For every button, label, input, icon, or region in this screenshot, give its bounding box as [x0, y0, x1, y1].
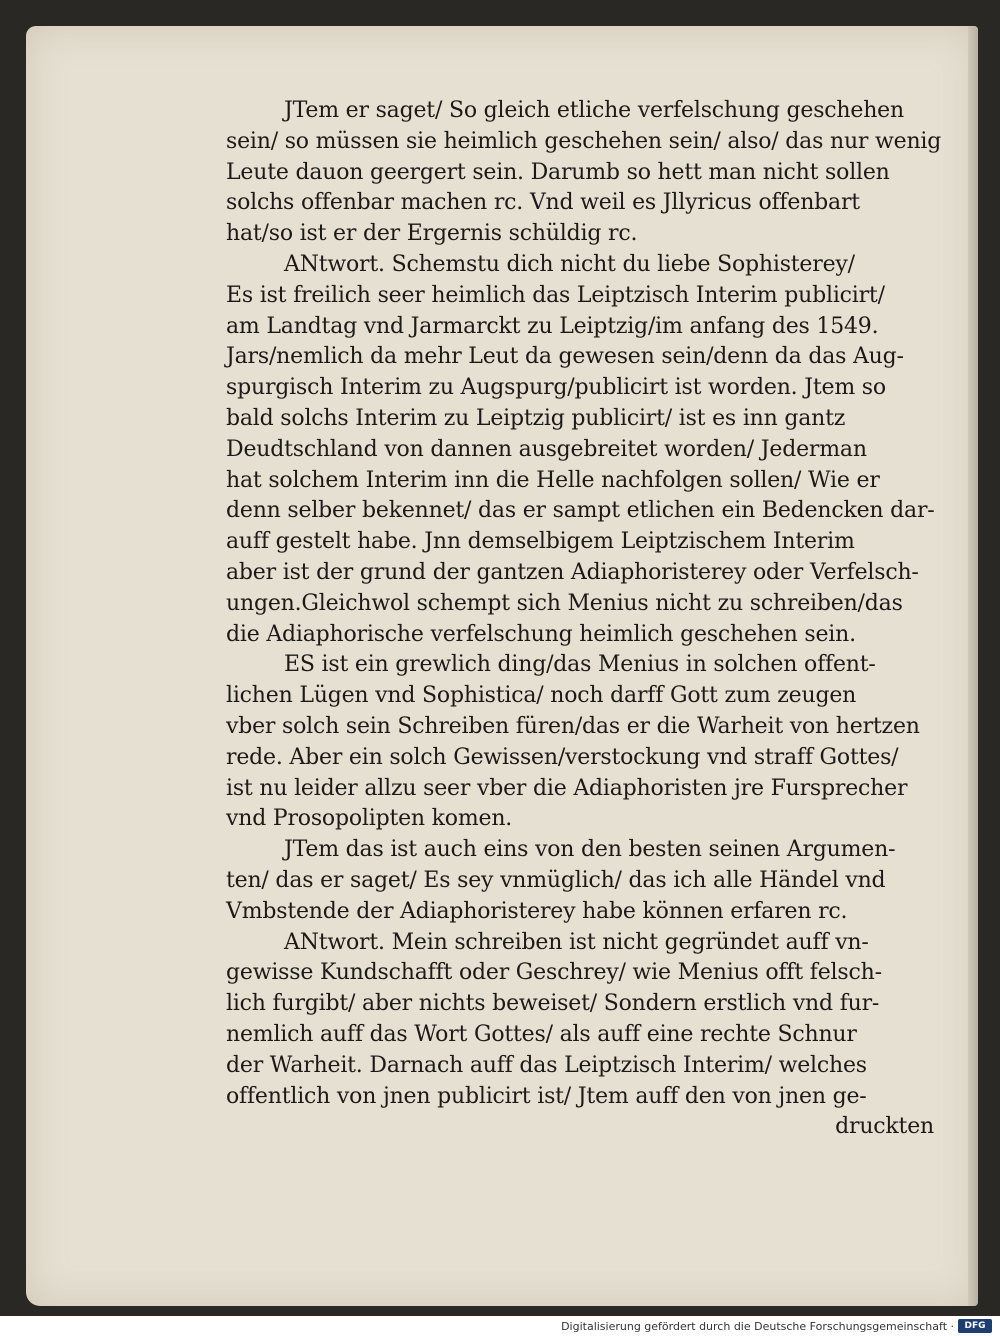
- text-line: Vmbstende der Adiaphoristerey habe können erfaren rc.: [226, 898, 848, 924]
- page-text-block: [226, 96, 946, 1143]
- footer-bar: [0, 1316, 1000, 1336]
- text-line: auff gestelt habe. Jnn demselbigem Leiptzischem Interim: [226, 529, 855, 555]
- text-line: am Landtag vnd Jarmarckt zu Leiptzig/im anfang des 1549.: [226, 313, 879, 339]
- text-line: sein/ so müssen sie heimlich geschehen sein/ also/ das nur wenig: [226, 128, 942, 154]
- text-line: ten/ das er saget/ Es sey vnmüglich/ das ich alle Händel vnd: [226, 867, 886, 893]
- text-line: lichen Lügen vnd Sophistica/ noch darff Gott zum zeugen: [226, 683, 857, 709]
- catchword: druckten: [835, 1114, 934, 1140]
- text-line: ANtwort. Mein schreiben ist nicht gegründet auff vn-: [284, 929, 869, 955]
- funding-notice: Digitalisierung gefördert durch die Deutsche Forschungsgemeinschaft ·: [561, 1320, 954, 1333]
- text-line: Es ist freilich seer heimlich das Leiptzisch Interim publicirt/: [226, 282, 885, 308]
- text-line: spurgisch Interim zu Augspurg/publicirt ist worden. Jtem so: [226, 375, 886, 401]
- text-line: hat/so ist er der Ergernis schüldig rc.: [226, 221, 638, 247]
- text-line: nemlich auff das Wort Gottes/ als auff eine rechte Schnur: [226, 1021, 857, 1047]
- text-line: ES ist ein grewlich ding/das Menius in solchen offent-: [284, 652, 876, 678]
- text-line: die Adiaphorische verfelschung heimlich geschehen sein.: [226, 621, 856, 647]
- text-line: JTem das ist auch eins von den besten seinen Argumen-: [284, 837, 896, 863]
- text-line: solchs offenbar machen rc. Vnd weil es Jllyricus offenbart: [226, 190, 860, 216]
- text-line: der Warheit. Darnach auff das Leiptzisch Interim/ welches: [226, 1052, 867, 1078]
- text-line: vnd Prosopolipten komen.: [226, 806, 513, 832]
- text-line: JTem er saget/ So gleich etliche verfelschung geschehen: [284, 98, 904, 123]
- text-line: ANtwort. Schemstu dich nicht du liebe Sophisterey/: [284, 251, 855, 277]
- text-line: Deudtschland von dannen ausgebreitet worden/ Jederman: [226, 436, 867, 462]
- page-edge: [968, 26, 978, 1306]
- text-line: denn selber bekennet/ das er sampt etlichen ein Bedencken dar-: [226, 498, 935, 524]
- text-line: lich furgibt/ aber nichts beweiset/ Sondern erstlich vnd fur-: [226, 991, 880, 1017]
- text-line: vber solch sein Schreiben füren/das er die Warheit von hertzen: [226, 713, 920, 739]
- text-line: Jars/nemlich da mehr Leut da gewesen sein/denn da das Aug-: [226, 344, 904, 370]
- text-line: aber ist der grund der gantzen Adiaphoristerey oder Verfelsch-: [226, 559, 919, 585]
- text-line: hat solchem Interim inn die Helle nachfolgen sollen/ Wie er: [226, 467, 880, 493]
- text-line: ungen.Gleichwol schempt sich Menius nicht zu schreiben/das: [226, 590, 903, 616]
- dfg-logo: DFG: [958, 1319, 992, 1333]
- text-line: Leute dauon geergert sein. Darumb so hett man nicht sollen: [226, 159, 890, 185]
- text-line: bald solchs Interim zu Leiptzig publicirt/ ist es inn gantz: [226, 405, 846, 431]
- text-line: rede. Aber ein solch Gewissen/verstockung vnd straff Gottes/: [226, 744, 899, 770]
- text-line: ist nu leider allzu seer vber die Adiaphoristen jre Fursprecher: [226, 775, 908, 801]
- text-line: gewisse Kundschafft oder Geschrey/ wie Menius offt felsch-: [226, 960, 882, 986]
- text-line: offentlich von jnen publicirt ist/ Jtem auff den von jnen ge-: [226, 1083, 867, 1109]
